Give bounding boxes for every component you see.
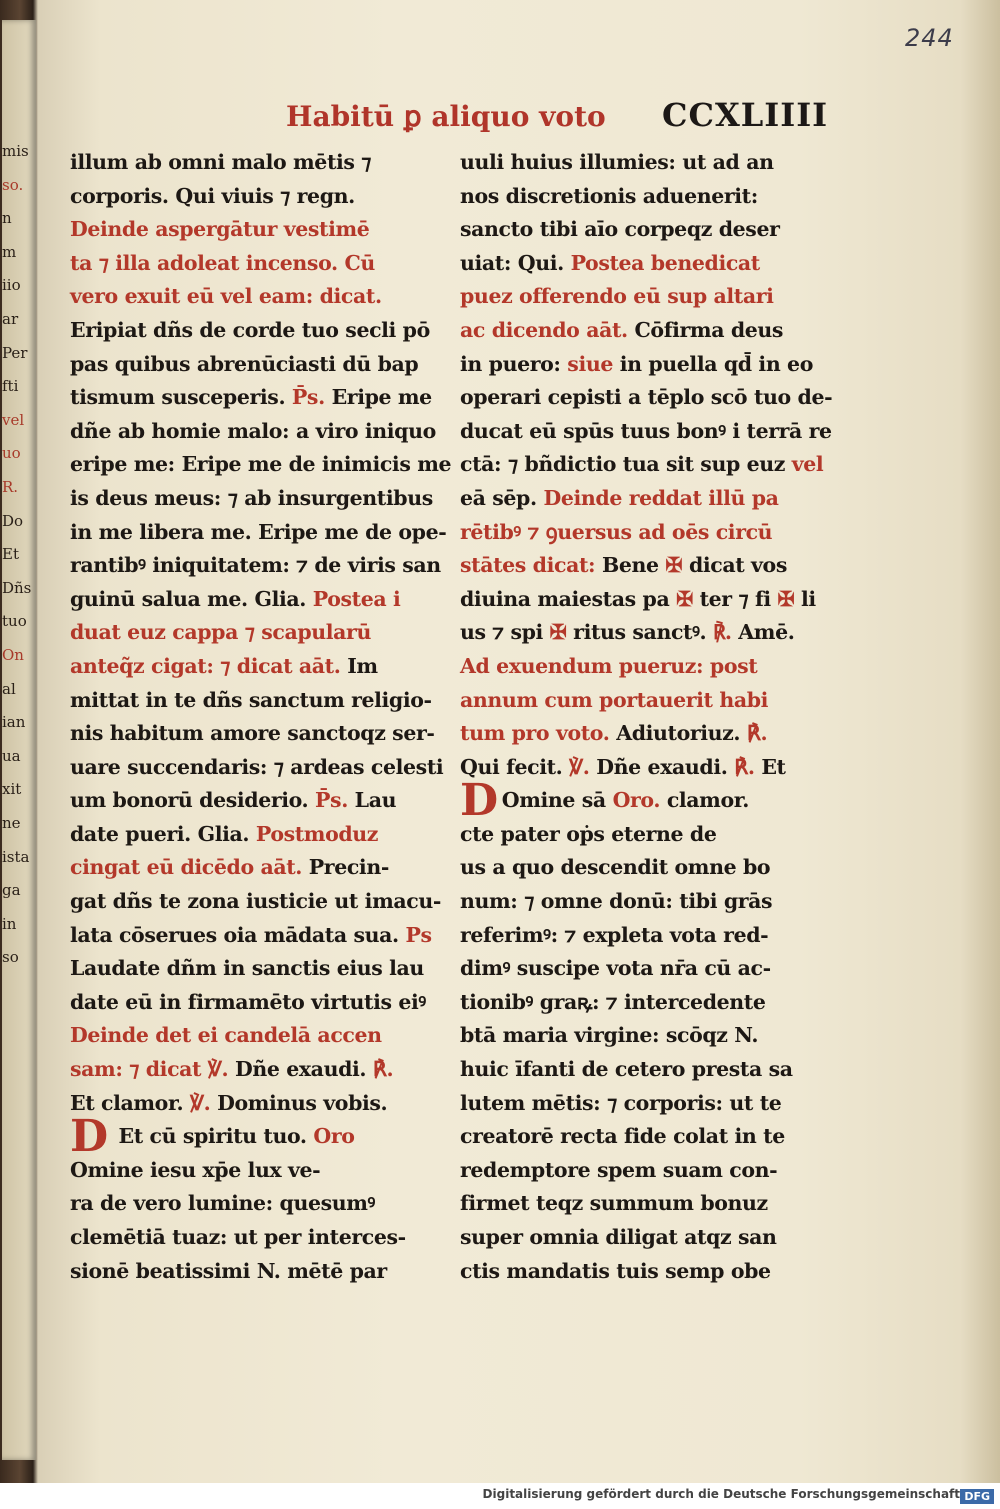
- rubric-text: puez offerendo eū sup altari: [460, 284, 774, 309]
- rubric-text: rētibꝰ ⁊ ꝯuersus ad oēs circū: [460, 519, 773, 544]
- text-line: [460, 1053, 820, 1087]
- rubric-text: Ps: [405, 922, 432, 947]
- body-text: Cōfirma deus: [634, 317, 784, 342]
- bleed-line: vel: [2, 410, 25, 429]
- bleed-line: ua: [2, 746, 21, 765]
- text-line: [460, 314, 820, 348]
- bleed-line: iio: [2, 276, 21, 295]
- text-line: [460, 213, 820, 247]
- bleed-line: ne: [2, 814, 21, 832]
- decorated-initial: D: [70, 1111, 108, 1163]
- body-text: nos discretionis aduenerit:: [460, 183, 758, 208]
- text-line: [460, 1087, 820, 1121]
- bleed-line: tuo: [2, 612, 27, 631]
- bleed-line: ista: [2, 847, 30, 866]
- text-line: [70, 549, 441, 583]
- body-text: ra de vero lumine: quesumꝰ: [70, 1191, 375, 1216]
- rubric-text: ta ⁊ illa adoleat incenso. Cū: [70, 250, 375, 275]
- rubric-text: ℣.: [189, 1090, 211, 1115]
- body-text: eripe me: Eripe me de inimicis me: [70, 452, 452, 477]
- body-text: referimꝰ: ⁊ expleta vota red-: [460, 922, 769, 947]
- bleed-line: fti: [2, 377, 19, 396]
- body-text: Et cū spiritu tuo.: [111, 1124, 314, 1149]
- rubric-text: tum pro voto.: [460, 721, 617, 746]
- body-text: Eripe me: [324, 385, 432, 410]
- rubric-text: Postmoduz: [255, 821, 379, 846]
- bleed-line: in: [2, 914, 17, 933]
- body-text: super omnia diligat atqz san: [460, 1225, 777, 1249]
- text-line: [70, 1087, 430, 1121]
- body-text: li: [794, 586, 816, 611]
- bleed-line: so: [2, 948, 19, 967]
- text-line: [70, 448, 452, 482]
- bleed-line: ga: [2, 881, 21, 900]
- body-text: mittat in te dñs sanctum religio-: [70, 687, 432, 712]
- text-line: [460, 146, 820, 180]
- text-line: [70, 280, 430, 314]
- text-line: [460, 1221, 820, 1255]
- text-line: [460, 180, 820, 214]
- text-line: [70, 180, 430, 214]
- text-line: [70, 482, 433, 516]
- body-text: Eripiat dñs de corde tuo secli pō: [70, 317, 430, 342]
- body-text: Adiutoriuz.: [616, 721, 747, 746]
- text-line: [460, 247, 820, 281]
- bleed-line: n: [2, 209, 12, 228]
- bleed-line: ian: [2, 713, 26, 732]
- body-text: us a quo descendit omne bo: [460, 855, 771, 880]
- bleed-line: Per: [2, 343, 28, 362]
- bleed-line: al: [2, 679, 16, 698]
- body-text: um bonorū desiderio.: [70, 788, 316, 813]
- rubric-text: stātes dicat:: [460, 553, 602, 578]
- text-line: [70, 885, 441, 919]
- body-text: nis habitum amore sanctoqz ser-: [70, 721, 435, 746]
- footer-credit: Digitalisierung gefördert durch die Deutsche Forschungsgemeinschaft: [482, 1487, 960, 1501]
- body-text: Precin-: [308, 855, 389, 880]
- text-line: [460, 851, 820, 885]
- text-line: [70, 616, 430, 650]
- bleed-line: xit: [2, 780, 22, 799]
- body-text: creatorē recta fide colat in te: [460, 1124, 785, 1149]
- text-line: [70, 986, 430, 1020]
- text-line: [460, 684, 820, 718]
- text-line: [70, 1255, 430, 1289]
- text-line: [70, 516, 447, 550]
- body-text: gat dñs te zona iusticie ut imacu-: [70, 889, 441, 914]
- body-text: dicat vos: [682, 553, 787, 578]
- text-line: [460, 1019, 820, 1053]
- rubric-text: cingat eū dicēdo aāt.: [70, 855, 309, 880]
- rubric-text: ℟.: [734, 754, 755, 779]
- text-line: [460, 516, 820, 550]
- text-line: [460, 885, 820, 919]
- rubric-text: P̄s.: [291, 385, 325, 410]
- body-text: in puella qd̄ in eo: [612, 351, 813, 376]
- rubric-text: Oro: [313, 1124, 355, 1149]
- text-line: [70, 415, 436, 449]
- rubric-text: siue: [567, 351, 613, 376]
- body-text: us ⁊ spi: [460, 620, 550, 645]
- body-text: Et clamor.: [70, 1090, 190, 1115]
- body-text: dñe ab homie malo: a viro iniquo: [70, 418, 436, 443]
- body-text: huic īfanti de cetero presta sa: [460, 1057, 793, 1082]
- text-line: [70, 1221, 430, 1255]
- text-line: [460, 616, 820, 650]
- rubric-text: ℣.: [569, 754, 590, 779]
- body-text: Dominus vobis.: [210, 1090, 388, 1115]
- body-text: Omine sā: [501, 788, 613, 813]
- text-line: [460, 583, 820, 617]
- rubric-text: anteq̃z cigat: ⁊ dicat aāt.: [70, 653, 348, 678]
- body-text: redemptore spem suam con-: [460, 1157, 778, 1182]
- body-text: pas quibus abrenūciasti dū bap: [70, 351, 419, 376]
- body-text: Im: [347, 653, 378, 678]
- body-text: tismum susceperis.: [70, 385, 292, 410]
- body-text: dimꝰ suscipe vota nr̄a cū ac-: [460, 956, 771, 981]
- rubric-text: P̄s.: [315, 788, 348, 813]
- body-text: ctis mandatis tuis semp obe: [460, 1258, 771, 1283]
- text-line: [70, 784, 430, 818]
- body-text: lata cōserues oia mādata sua.: [70, 922, 406, 947]
- body-text: Qui fecit.: [460, 754, 570, 779]
- body-text: Omine iesu xp̄e lux ve-: [70, 1157, 321, 1182]
- cross-icon: ✠: [549, 620, 567, 645]
- text-line: [460, 1120, 820, 1154]
- text-line: [70, 583, 430, 617]
- rubric-text: sam: ⁊ dicat: [70, 1057, 208, 1082]
- rubric-text: Ad exuendum pueruz: post: [460, 653, 758, 678]
- rubric-text: Deinde det ei candelā accen: [70, 1023, 382, 1048]
- text-line: [460, 381, 833, 415]
- body-text: is deus meus: ⁊ ab insurgentibus: [70, 485, 433, 510]
- text-line: [70, 314, 430, 348]
- body-text: corporis. Qui viuis ⁊ regn.: [70, 183, 355, 208]
- text-line: [460, 280, 820, 314]
- body-text: illum ab omni malo mētis ⁊: [70, 150, 372, 174]
- body-text: firmet teqz summum bonuz: [460, 1191, 768, 1216]
- text-line: [70, 1111, 430, 1163]
- body-text: Dñe exaudi.: [589, 754, 735, 779]
- body-text: rantibꝰ iniquitatem: ⁊ de viris san: [70, 553, 441, 578]
- rubric-text: Deinde reddat illū pa: [543, 485, 779, 510]
- text-line: [460, 415, 832, 449]
- rubric-text: Deinde aspergātur vestimē: [70, 217, 370, 242]
- bleed-line: R.: [2, 478, 19, 496]
- text-line: [70, 1154, 430, 1188]
- text-line: [70, 1187, 430, 1221]
- bleed-line: mis: [2, 142, 29, 160]
- bleed-line: m: [2, 242, 17, 261]
- handwritten-page-number: 244: [905, 24, 954, 52]
- body-text: uiat: Qui.: [460, 250, 571, 275]
- body-text: in me libera me. Eripe me de ope-: [70, 519, 447, 544]
- folio-number: CCXLIIII: [662, 96, 829, 134]
- text-line: [70, 650, 430, 684]
- previous-page-edge: [2, 20, 36, 1460]
- rubric-text: Oro.: [612, 788, 661, 813]
- text-line: [460, 482, 820, 516]
- dfg-logo: DFG: [960, 1489, 994, 1504]
- right-text-column: [460, 146, 833, 1288]
- body-text: sionē beatissimi N. mētē par: [70, 1258, 387, 1283]
- text-line: [70, 717, 435, 751]
- body-text: Laudate dñm in sanctis eius lau: [70, 956, 424, 981]
- body-text: clamor.: [660, 788, 749, 813]
- running-head: Habitū ꝑ aliquo voto: [286, 100, 606, 133]
- rubric-text: ℣.: [207, 1057, 229, 1082]
- text-line: [460, 717, 820, 751]
- body-text: ritus sanctꝰ.: [566, 620, 713, 645]
- rubric-text: vel: [791, 452, 824, 477]
- text-line: [460, 650, 820, 684]
- text-line: [70, 851, 430, 885]
- body-text: num: ⁊ omne donū: tibi grās: [460, 889, 773, 914]
- bleed-line: so.: [2, 175, 24, 194]
- cross-icon: ✠: [676, 586, 693, 611]
- text-line: [460, 448, 824, 482]
- text-line: [70, 213, 430, 247]
- text-line: [460, 1154, 820, 1188]
- bleed-line: Et: [2, 545, 19, 564]
- text-line: [460, 1255, 820, 1289]
- rubric-text: ac dicendo aāt.: [460, 317, 635, 342]
- body-text: Lau: [347, 788, 397, 813]
- bleed-line: Dñs: [2, 578, 32, 597]
- text-line: [70, 1053, 430, 1087]
- digitization-footer: [0, 1483, 1000, 1509]
- text-line: [70, 818, 430, 852]
- body-text: date eū in firmamēto virtutis eiꝰ: [70, 989, 426, 1014]
- text-line: [70, 1019, 430, 1053]
- text-line: [460, 348, 820, 382]
- bleed-line: On: [2, 646, 24, 664]
- text-line: [460, 818, 820, 852]
- cross-icon: ✠: [777, 586, 795, 611]
- bleed-line: ar: [2, 310, 19, 328]
- body-text: Amē.: [731, 620, 795, 645]
- text-line: [70, 684, 430, 718]
- body-text: ter ⁊ fi: [692, 586, 778, 611]
- body-text: operari cepisti a tēplo scō tuo de-: [460, 385, 833, 410]
- rubric-text: duat euz cappa ⁊ scapularū: [70, 620, 371, 645]
- body-text: ducat eū spūs tuus bonꝰ i terrā re: [460, 418, 832, 443]
- text-line: [70, 348, 430, 382]
- left-text-column: [70, 146, 452, 1288]
- rubric-text: Postea benedicat: [570, 250, 760, 275]
- text-line: [70, 247, 430, 281]
- text-line: [70, 381, 430, 415]
- body-text: sancto tibi aīo corpeqz deser: [460, 217, 780, 242]
- body-text: clemētiā tuaz: ut per interces-: [70, 1225, 406, 1249]
- body-text: guinū salua me. Glia.: [70, 586, 313, 611]
- body-text: lutem mētis: ⁊ corporis: ut te: [460, 1090, 782, 1115]
- rubric-text: vero exuit eū vel eam: dicat.: [70, 284, 382, 309]
- body-text: in puero:: [460, 351, 568, 376]
- text-line: [70, 919, 430, 953]
- body-text: Bene: [601, 553, 666, 578]
- body-text: uare succendaris: ⁊ ardeas celesti: [70, 754, 444, 779]
- body-text: tionibꝰ graꝶ: ⁊ intercedente: [460, 989, 766, 1014]
- text-line: [460, 549, 820, 583]
- body-text: ctā: ⁊ bñdictio tua sit sup euz: [460, 452, 792, 477]
- text-line: [460, 775, 820, 827]
- body-text: btā maria virgine: scōqz N.: [460, 1023, 759, 1048]
- text-line: [460, 952, 820, 986]
- body-text: Dñe exaudi.: [228, 1057, 373, 1082]
- body-text: uuli huius illumies: ut ad an: [460, 150, 774, 174]
- rubric-text: ℟.: [372, 1057, 394, 1082]
- body-text: Et: [754, 754, 786, 779]
- rubric-text: annum cum portauerit habi: [460, 687, 769, 712]
- rubric-text: ℟.: [713, 620, 732, 645]
- text-line: [460, 986, 820, 1020]
- rubric-text: ℟.: [746, 721, 768, 746]
- text-line: [460, 919, 820, 953]
- text-line: [460, 751, 820, 785]
- text-line: [70, 146, 430, 180]
- text-line: [70, 952, 430, 986]
- cross-icon: ✠: [665, 553, 683, 578]
- rubric-text: Postea i: [312, 586, 401, 611]
- bleed-line: uo: [2, 444, 21, 463]
- body-text: date pueri. Glia.: [70, 821, 256, 846]
- text-line: [460, 1187, 820, 1221]
- text-line: [70, 751, 444, 785]
- decorated-initial: D: [460, 775, 498, 827]
- body-text: eā sēp.: [460, 485, 544, 510]
- body-text: diuina maiestas pa: [460, 586, 677, 611]
- bleed-line: Do: [2, 511, 24, 530]
- body-text: cte pater oṗs eterne de: [460, 821, 717, 846]
